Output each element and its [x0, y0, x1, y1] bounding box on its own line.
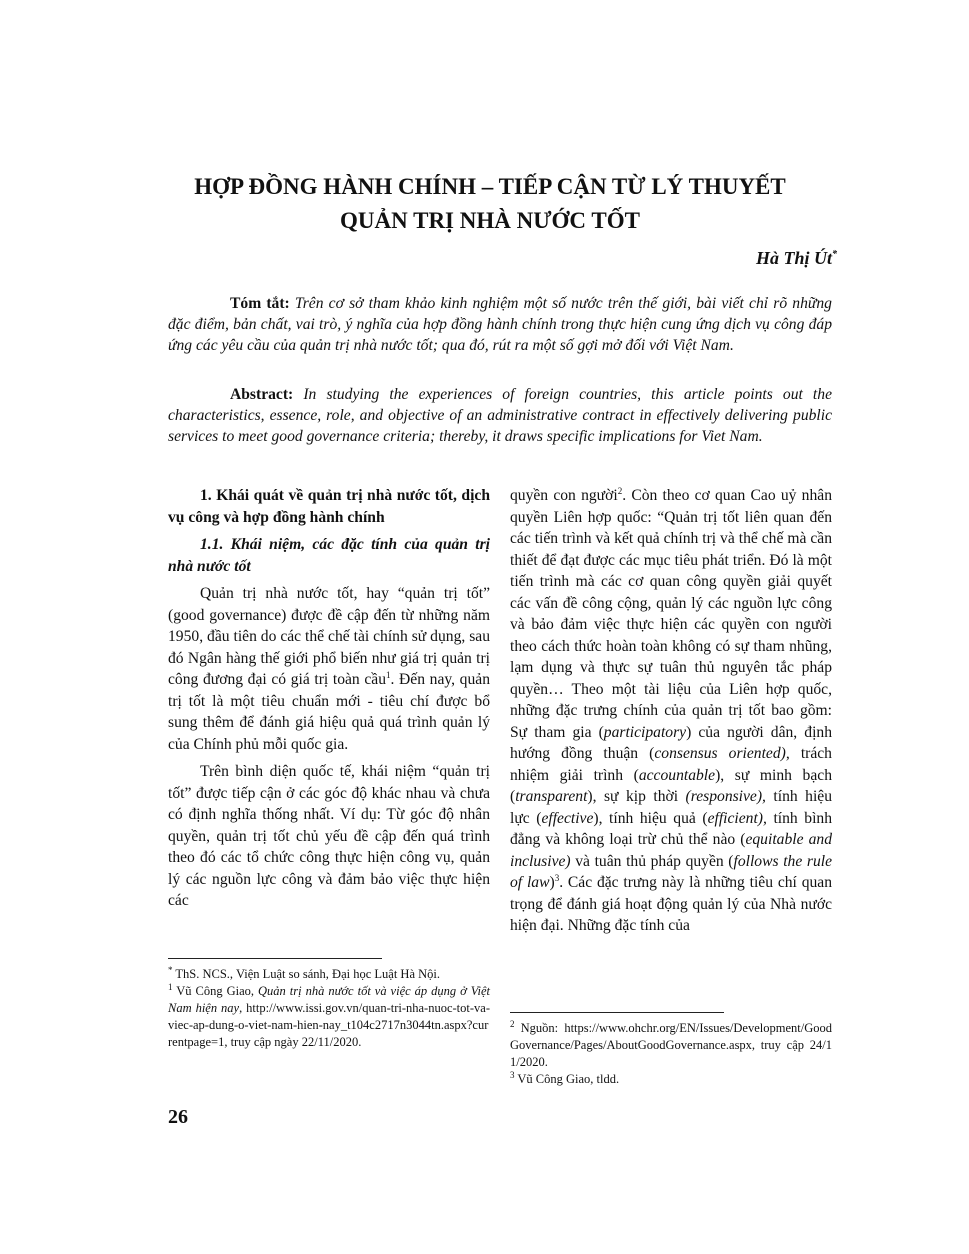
subsection-heading: 1.1. Khái niệm, các đặc tính của quản trị nhà nước tốt — [168, 536, 490, 575]
footnotes-left — [168, 966, 490, 1051]
term-responsive: (responsive), — [685, 788, 766, 805]
footnote-3-text: Vũ Công Giao, tldd. — [514, 1072, 620, 1086]
rt-5: ), sự minh bạch ( — [510, 766, 832, 805]
term-effective: effective — [541, 809, 594, 827]
footnote-ref-2: 2 — [617, 485, 623, 496]
rt-3: ) của người dân, định hướng đồng thuận ( — [510, 723, 833, 762]
abstract-vietnamese — [168, 293, 832, 356]
term-transparent: transparent — [515, 788, 588, 805]
footnote-2-mark: 2 — [510, 1018, 515, 1029]
rt-2: . Còn theo cơ quan Cao uỷ nhân quyền Liên hợp quốc: “Quản trị tốt liên quan đến các tiến trình và kết quả chính trị và thể chế mà cần thiết để đạt được các mục tiêu phát triển. Đó là một tiến trình mà các cơ quan công quyền giải quyết các vấn đề công cộng, quản lý các nguồn lực công và bảo đảm việc thực hiện các quyền con người theo cách thức hoàn toàn không có sự tham nhũng, lạm dụng và thực sự tuân thủ nguyên tắc pháp quyền… Theo một tài liệu của Liên hợp quốc, những đặc trưng chính của quản trị tốt bao gồm: Sự tham gia ( — [510, 487, 832, 741]
term-consensus: consensus oriented), — [654, 745, 790, 762]
page-number: 26 — [168, 1106, 188, 1128]
right-column — [510, 485, 832, 937]
footnote-1-text-a: Vũ Công Giao, — [172, 984, 259, 998]
footnote-ref-1: 1 — [386, 669, 391, 680]
footnote-divider-left — [168, 958, 382, 959]
term-participatory: participatory — [603, 723, 687, 741]
footnote-3-mark: 3 — [510, 1069, 515, 1080]
footnote-1-mark: 1 — [168, 981, 173, 992]
footnote-2-text: Nguồn: https://www.ohchr.org/EN/Issues/Development/GoodGovernance/Pages/AboutGoodGovernance.aspx, truy cập 24/11/2020. — [510, 1021, 832, 1069]
rt-7: tính hiệu lực ( — [510, 788, 833, 827]
abstract-en-label: Abstract: — [230, 386, 294, 403]
footnote-divider-right — [510, 1012, 724, 1013]
footnote-ref-3: 3 — [554, 872, 560, 883]
rt-10: và tuân thủ pháp quyền ( — [570, 852, 734, 870]
footnote-1 — [168, 983, 490, 1051]
rt-4: trách nhiệm giải trình ( — [510, 745, 832, 784]
paragraph-continued — [510, 485, 832, 937]
rt-8: ), tính hiệu quả ( — [593, 809, 708, 827]
term-accountable: accountable — [638, 766, 716, 784]
rt-1: quyền con người — [510, 487, 618, 504]
rt-6: ), sự kịp thời — [587, 788, 686, 805]
paragraph-1-text-b: . Đến nay, quản trị tốt là một tiêu chuẩn mới - tiêu chí được bổ sung thêm để đánh giá hiệu quả quá trình quản lý của Chính phủ mỗi quốc gia. — [168, 671, 490, 753]
footnotes-right — [510, 1020, 832, 1088]
footnote-1-title: Quản trị nhà nước tốt và việc áp dụng ở Việt Nam hiện nay — [168, 984, 491, 1015]
title-line-2: QUẢN TRỊ NHÀ NƯỚC TỐT — [340, 208, 640, 233]
abstract-en-text: In studying the experiences of foreign countries, this article points out the characteristics, essence, role, and objective of an administrative contract in effectively delivering public services to meet good governance criteria; thereby, it draws specific implications for Viet Nam. — [168, 386, 832, 445]
footnote-1-text-b: , http://www.issi.gov.vn/quan-tri-nha-nuoc-tot-va-viec-ap-dung-o-viet-nam-hien-nay_t104c2717n3044tn.aspx?currentpage=1, truy cập ngày 22/11/2020. — [168, 1001, 490, 1049]
rt-12: . Các đặc trưng này là những tiêu chí quan trọng để đánh giá hoạt động quản lý của Nhà nước hiện đại. Những đặc tính của — [510, 874, 833, 934]
abstract-vi-label: Tóm tắt: — [230, 295, 290, 312]
term-follows: follows the rule of law — [510, 852, 833, 891]
abstract-english — [168, 384, 832, 447]
left-column — [168, 485, 490, 912]
abstract-vi-text: Trên cơ sở tham khảo kinh nghiệm một số nước trên thế giới, bài viết chỉ rõ những đặc điểm, bản chất, vai trò, ý nghĩa của hợp đồng hành chính trong thực hiện cung ứng dịch vụ công đáp ứng các yêu cầu của quản trị nhà nước tốt; qua đó, rút ra một số gợi mở đối với Việt Nam. — [168, 295, 832, 354]
footnote-3 — [510, 1071, 832, 1088]
author-mark: * — [832, 249, 837, 260]
footnote-author — [168, 966, 490, 983]
footnote-2 — [510, 1020, 832, 1071]
term-efficient: efficient), — [707, 809, 767, 827]
footnote-author-text: ThS. NCS., Viện Luật so sánh, Đại học Luật Hà Nội. — [172, 967, 441, 981]
paragraph-2: Trên bình diện quốc tế, khái niệm “quản trị tốt” được tiếp cận ở các góc độ khác nhau và chưa có định nghĩa thống nhất. Ví dụ: Từ góc độ nhân quyền, quản trị tốt chủ yếu đề cập đến quá trình theo đó các tổ chức công thực hiện công vụ, quản lý các nguồn lực công và đảm bảo việc thực hiện các — [168, 763, 490, 909]
paragraph-1-text-a: Quản trị nhà nước tốt, hay “quản trị tốt” (good governance) được đề cập đến từ những năm 1950, đầu tiên do các thể chế tài chính sử dụng, sau đó Ngân hàng thế giới phổ biến như giá trị quản trị công đương đại có giá trị toàn cầu — [168, 585, 490, 688]
section-heading: 1. Khái quát về quản trị nhà nước tốt, dịch vụ công và hợp đồng hành chính — [168, 487, 490, 526]
author-name: Hà Thị Út — [755, 248, 832, 268]
footnote-author-mark: * — [168, 964, 173, 975]
paragraph-1 — [168, 583, 490, 755]
title-line-1: HỢP ĐỒNG HÀNH CHÍNH – TIẾP CẬN TỪ LÝ THUYẾT — [194, 174, 786, 199]
rt-11: ) — [549, 874, 555, 891]
author — [756, 248, 837, 269]
article-title — [140, 170, 840, 238]
term-equitable: equitable and inclusive) — [510, 831, 832, 870]
rt-9: tính bình đẳng và không loại trừ chủ thể nào ( — [510, 809, 833, 848]
